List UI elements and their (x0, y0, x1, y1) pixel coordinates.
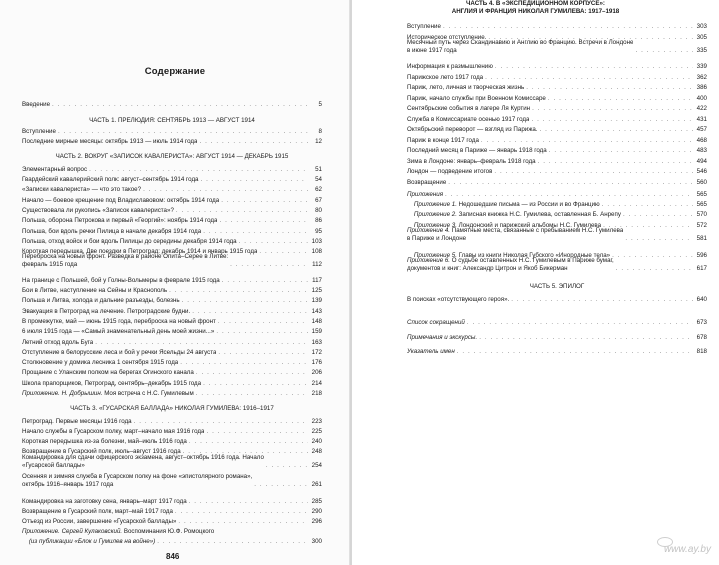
toc-page-number: 494 (696, 157, 707, 165)
toc-leader-dots (199, 138, 308, 145)
toc-leader-dots (616, 265, 693, 272)
left-toc-entry (22, 454, 322, 469)
toc-leader-dots (157, 538, 308, 545)
toc-page-number: 80 (315, 206, 322, 214)
toc-entry-title: Эвакуация в Петроград на лечение. Петроградские будни. (22, 307, 191, 315)
right-toc-entry (407, 329, 707, 341)
toc-page-number: 223 (311, 417, 322, 425)
toc-entry-title: Приложение 6. О судьбе оставленных Н.С. Гумилевым в Париже бумаг, документов и книг: Александр Цитрон и Якоб Бикерман (407, 257, 614, 272)
toc-entry-title: Командировка для сдачи офицерского экзамена, август–октябрь 1916 года. Начало «Гусарской баллады» (22, 454, 264, 469)
toc-page-number: 112 (312, 260, 322, 268)
toc-entry-title: Приложение 5. Главы из книги Николая Губского «Инородные тела» (413, 251, 611, 259)
toc-entry-title: Приложение 1. Недошедшие письма — из России и во Францию (413, 200, 600, 208)
left-chapter-heading: ЧАСТЬ 2. ВОКРУГ «ЗАПИСОК КАВАЛЕРИСТА»: АВГУСТ 1914 — ДЕКАБРЬ 1915 (55, 153, 289, 160)
toc-entry-title: Приложение 2. Записная книжка Н.С. Гумилева, оставленная Б. Анрепу (413, 210, 621, 218)
right-toc-entry (407, 174, 707, 186)
toc-entry-title: Короткая передышка из-за болезни, май–июль 1916 года (22, 437, 187, 445)
right-toc-entry (407, 39, 707, 54)
toc-page-number: 176 (311, 358, 322, 366)
toc-page-number: 678 (696, 333, 707, 341)
toc-entry-title: Возвращение (407, 178, 447, 186)
toc-page-number: 148 (311, 317, 322, 325)
left-toc-entry (22, 473, 322, 488)
toc-page-number: 572 (696, 221, 707, 229)
toc-page-number: 218 (311, 389, 322, 397)
toc-entry-title: Информация к размышлению (407, 62, 493, 70)
toc-page-number: 117 (312, 276, 322, 284)
toc-page-number: 103 (311, 237, 322, 245)
toc-entry-title: Летний отход вдоль Буга (22, 338, 94, 346)
toc-entry-title: Польша, оборона Петрокова и первый «Георгий»: ноябрь 1914 года (22, 216, 218, 224)
toc-entry-title: Лондон — подведение итогов (407, 167, 493, 175)
toc-entry-title: Бои в Литве, наступление на Сейны и Краснополь (22, 286, 168, 294)
left-toc-entry (22, 96, 322, 108)
toc-leader-dots (196, 390, 308, 397)
right-chapter-heading: ЧАСТЬ 5. ЭПИЛОГ (529, 283, 585, 290)
toc-entry-title: Приложение. Н. Добрышин. Моя встреча с Н.С. Гумилевым (22, 389, 194, 397)
toc-leader-dots (635, 47, 693, 54)
toc-entry-title: На границе с Польшей, бой у Голны-Вольмеры в феврале 1915 года (22, 276, 220, 284)
toc-page-number: 172 (311, 348, 322, 356)
toc-leader-dots (254, 481, 308, 488)
toc-entry-title: Сентябрьские события в лагере Ля Куртин (407, 104, 531, 112)
toc-entry-title: Париж, начало службы при Военном Комиссаре (407, 94, 546, 102)
toc-entry-title: Примечания и экскурсы. (407, 333, 478, 341)
toc-page-number: 400 (696, 94, 707, 102)
toc-page-number: 108 (311, 247, 322, 255)
toc-page-number: 386 (696, 83, 707, 91)
toc-entry-title: Школа прапорщиков, Петроград, сентябрь–декабрь 1915 года (22, 379, 202, 387)
toc-entry-title: Петроград. Первые месяцы 1916 года (22, 417, 132, 425)
left-chapter-heading: ЧАСТЬ 1. ПРЕЛЮДИЯ: СЕНТЯБРЬ 1913 — АВГУСТ 1914 (89, 117, 255, 124)
toc-page-number: 457 (696, 125, 707, 133)
toc-page-number: 8 (318, 127, 322, 135)
toc-page-number: 362 (696, 73, 707, 81)
toc-page-number: 214 (311, 379, 322, 387)
toc-entry-title: Парижское лето 1917 года (407, 73, 484, 81)
part4-header-line1: ЧАСТЬ 4. В «ЭКСПЕДИЦИОННОМ КОРПУСЕ»: (466, 0, 605, 7)
toc-page-number: 560 (696, 178, 707, 186)
page-title: Содержание (144, 66, 206, 77)
toc-page-number: 570 (696, 210, 707, 218)
toc-page-number: 254 (311, 461, 322, 469)
toc-page-number: 248 (311, 447, 322, 455)
toc-page-number: 86 (315, 216, 322, 224)
toc-leader-dots (479, 334, 693, 341)
right-page (352, 0, 719, 565)
toc-entry-title: Вступление (407, 22, 441, 30)
toc-page-number: 125 (311, 286, 322, 294)
right-toc-entry (407, 343, 707, 355)
toc-page-number: 159 (311, 327, 322, 335)
toc-entry-title: Столкновение у домика лесника 1 сентября 1915 года (22, 358, 179, 366)
toc-page-number: 305 (696, 33, 707, 41)
toc-page-number: 468 (696, 136, 707, 144)
toc-entry-title: Приложение 4. Памятные места, связанные с пребыванием Н.С. Гумилева в Париже и Лондоне (407, 227, 624, 242)
toc-page-number: 163 (311, 338, 322, 346)
toc-entry-title: Приложение. Сергей Кулаковский. Воспоминания Ю.Ф. Ромоцкого (22, 527, 215, 535)
toc-page-number: 673 (696, 318, 707, 326)
toc-leader-dots (625, 235, 693, 242)
toc-page-number: 818 (696, 347, 707, 355)
toc-entry-title: Месячный путь через Скандинавию и Англию во Францию. Встречи в Лондоне в июне 1917 года (407, 39, 634, 54)
toc-entry-title: Париж, лето, личная и творческая жизнь (407, 83, 525, 91)
toc-entry-title: 6 июля 1915 года — «Самый знаменательный день моей жизни...» (22, 327, 215, 335)
toc-entry-title: Служба в Комиссариате осенью 1917 года (407, 115, 530, 123)
toc-page-number: 206 (311, 368, 322, 376)
toc-entry-title: Последний месяц в Париже — январь 1918 года (407, 146, 547, 154)
toc-entry-title: Польша и Литва, холода и дальние разъезды, болезнь (22, 296, 180, 304)
toc-entry-title: Указатель имен (407, 347, 455, 355)
toc-page-number: 5 (318, 100, 322, 108)
toc-entry-title: Возвращение в Гусарский полк, март–май 1917 года (22, 507, 173, 515)
toc-page-number: 483 (696, 146, 707, 154)
toc-leader-dots (467, 319, 693, 326)
right-toc-entry (407, 257, 707, 272)
left-page (0, 0, 350, 565)
toc-entry-title: В поисках «отсутствующего героя». (407, 295, 510, 303)
toc-entry-title: Отступление в белорусские леса и бой у речки Ясельды 24 августа (22, 348, 217, 356)
toc-entry-title: «Записки кавалериста» — что это такое? (22, 185, 142, 193)
toc-page-number: 296 (311, 517, 322, 525)
left-toc-entry (22, 253, 322, 268)
toc-entry-title: Введение (22, 100, 51, 108)
toc-entry-title: В промежутке, май — июнь 1915 года, переброска на новый фронт (22, 317, 216, 325)
toc-page-number: 139 (311, 296, 322, 304)
toc-entry-title: Начало — боевое крещение под Владиславовом: октябрь 1914 года (22, 196, 220, 204)
toc-entry-title: Зима в Лондоне: январь–февраль 1918 года (407, 157, 536, 165)
toc-page-number: 339 (696, 62, 707, 70)
left-chapter-heading: ЧАСТЬ 3. «ГУСАРСКАЯ БАЛЛАДА» НИКОЛАЯ ГУМИЛЕВА: 1916–1917 (70, 405, 274, 412)
toc-page-number: 67 (315, 196, 322, 204)
toc-entry-title: Польша, отход войск и бои вдоль Пилицы до середины декабря 1914 года (22, 237, 237, 245)
toc-entry-title: Вступление (22, 127, 56, 135)
part4-header-line2: АНГЛИЯ И ФРАНЦИЯ НИКОЛАЯ ГУМИЛЕВА: 1917–1918 (451, 8, 620, 15)
toc-entry-title: Прощание с Уланским полком на берегах Огинского канала (22, 368, 194, 376)
toc-leader-dots (230, 261, 308, 268)
toc-leader-dots (457, 348, 693, 355)
toc-page-number: 225 (311, 427, 322, 435)
toc-entry-title: Список сокращений (407, 318, 465, 326)
toc-page-number: 261 (311, 480, 322, 488)
toc-page-number: 546 (696, 167, 707, 175)
toc-page-number: 12 (315, 137, 322, 145)
toc-page-number: 581 (696, 234, 707, 242)
toc-entry-title: Гвардейский кавалерийский полк: август–сентябрь 1914 года (22, 175, 199, 183)
toc-entry-title: Переброска на новый фронт. Разведка в районе Опита–Серее в Литве: февраль 1915 года (22, 253, 229, 268)
toc-entry-title: (из публикации «Блок и Гумилев на войне») (22, 537, 156, 545)
toc-page-number: 300 (311, 537, 322, 545)
toc-entry-title: Командировка на заготовку сена, январь–март 1917 года (22, 497, 187, 505)
toc-entry-title: Отъезд из России, завершение «Гусарской баллады» (22, 517, 177, 525)
right-toc-entry (407, 291, 707, 303)
toc-page-number: 422 (696, 104, 707, 112)
toc-page-number: 335 (696, 46, 707, 54)
toc-entry-title: Историческое отступление. (407, 33, 487, 41)
toc-entry-title: Париж в конце 1917 года (407, 136, 479, 144)
toc-entry-title: Последние мирные месяцы: октябрь 1913 — июль 1914 года (22, 137, 198, 145)
toc-page-number: 290 (311, 507, 322, 515)
toc-page-number: 565 (696, 200, 707, 208)
toc-page-number: 54 (315, 175, 322, 183)
left-toc-entry (22, 533, 322, 545)
toc-page-number: 596 (696, 251, 707, 259)
toc-page-number: 431 (696, 115, 707, 123)
toc-entry-title: Осенняя и зимняя служба в Гусарском полку на фоне «эпистолярного романа», октябрь 1916–январь 1917 года (22, 473, 253, 488)
toc-entry-title: Начало службы в Гусарском полку, март–начало мая 1916 года (22, 427, 205, 435)
toc-page-number: 285 (311, 497, 322, 505)
toc-entry-title: Польша, бои вдоль речки Пилица в начале декабря 1914 года (22, 227, 202, 235)
toc-page-number: 640 (696, 295, 707, 303)
toc-page-number: 303 (696, 22, 707, 30)
toc-entry-title: Возвращение в Гусарский полк, июль–август 1916 года (22, 447, 181, 455)
right-toc-entry (407, 227, 707, 242)
toc-entry-title: Элементарный вопрос (22, 165, 88, 173)
toc-page-number: 240 (311, 437, 322, 445)
right-toc-entry (407, 314, 707, 326)
toc-entry-title: Приложения (407, 190, 444, 198)
toc-page-number: 95 (315, 227, 322, 235)
toc-page-number: 143 (311, 307, 322, 315)
toc-entry-title: Существовала ли рукопись «Записок кавалериста»? (22, 206, 174, 214)
toc-entry-title: Приложение 3. Лондонский и парижский альбомы Н.С. Гумилева (413, 221, 602, 229)
toc-page-number: 565 (696, 190, 707, 198)
toc-page-number: 617 (696, 264, 707, 272)
toc-entry-title: Октябрьский переворот — взгляд из Парижа. (407, 125, 538, 133)
left-toc-entry (22, 133, 322, 145)
toc-entry-title: Короткая передышка. Две поездки в Петроград: декабрь 1914 и январь 1915 года (22, 247, 258, 255)
toc-page-number: 62 (315, 185, 322, 193)
toc-page-number: 51 (315, 165, 322, 173)
left-toc-entry (22, 385, 322, 397)
toc-leader-dots (266, 462, 308, 469)
page-number: 846 (166, 552, 180, 561)
toc-leader-dots (511, 296, 693, 303)
watermark: www.ay.by (663, 544, 711, 555)
toc-leader-dots (448, 179, 693, 186)
toc-leader-dots (52, 101, 308, 108)
